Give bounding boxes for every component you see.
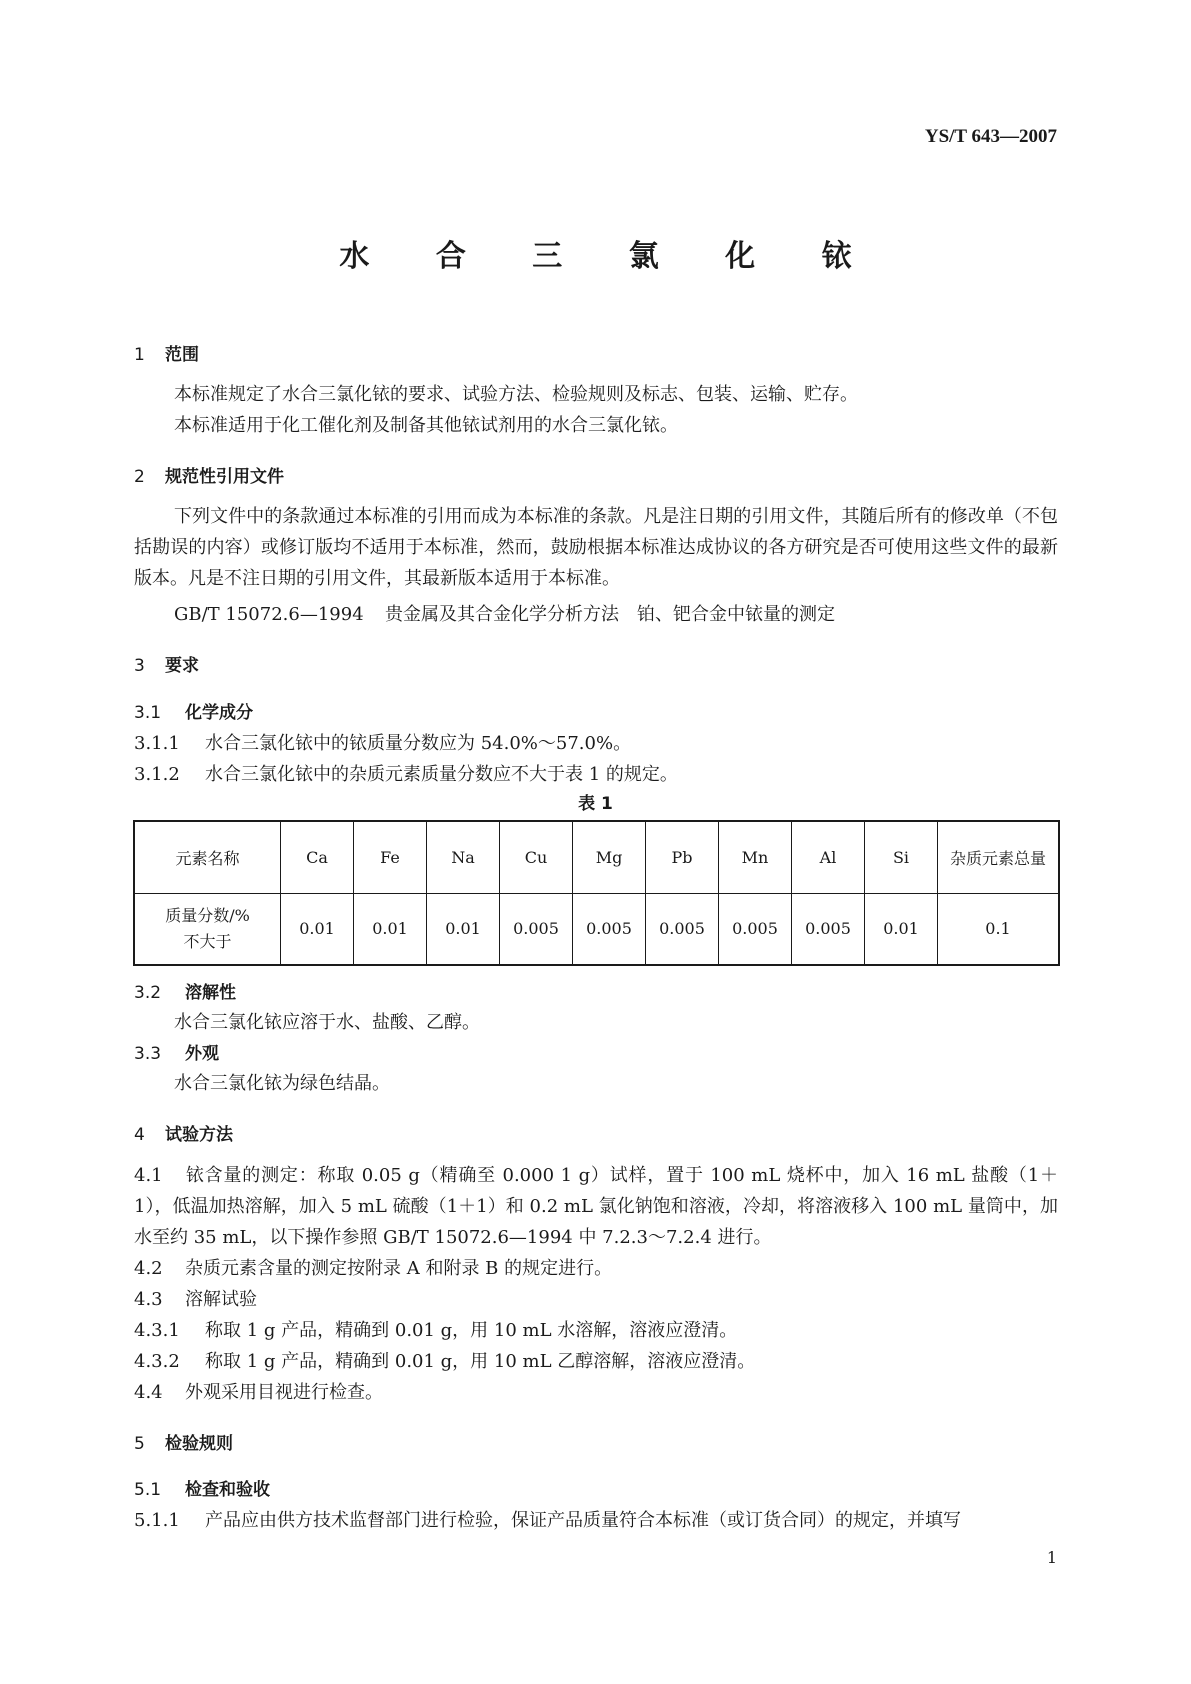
reference-title: 贵金属及其合金化学分析方法 铂、钯合金中铱量的测定 xyxy=(385,604,835,625)
element-header: Na xyxy=(427,821,500,894)
row-label-line: 不大于 xyxy=(183,932,232,951)
table-row xyxy=(134,894,1059,966)
table-cell: 0.01 xyxy=(281,894,354,966)
section-title: 外观 xyxy=(185,1044,219,1064)
element-header: Pb xyxy=(646,821,719,894)
section-5-heading xyxy=(134,1429,233,1454)
table-row-label xyxy=(134,894,281,966)
section-title: 检查和验收 xyxy=(185,1480,270,1500)
section-4-heading xyxy=(134,1120,233,1145)
clause-number: 4.1 xyxy=(134,1165,163,1186)
clause-3-1-2 xyxy=(134,760,678,786)
table-cell: 0.005 xyxy=(646,894,719,966)
element-header: Al xyxy=(792,821,865,894)
clause-4-2 xyxy=(134,1254,612,1280)
table-cell: 0.005 xyxy=(719,894,792,966)
table-cell: 0.01 xyxy=(427,894,500,966)
impurity-limits-table xyxy=(133,820,1060,966)
table-cell: 0.1 xyxy=(938,894,1060,966)
element-header: Mg xyxy=(573,821,646,894)
table-cell: 0.01 xyxy=(354,894,427,966)
section-number: 4 xyxy=(134,1125,145,1145)
clause-4-4 xyxy=(134,1378,383,1404)
section-3-2-heading xyxy=(134,978,236,1003)
clause-number: 3.1.1 xyxy=(134,733,180,754)
table-cell: 0.005 xyxy=(792,894,865,966)
normative-references-paragraph: 下列文件中的条款通过本标准的引用而成为本标准的条款。凡是注日期的引用文件，其随后所有的修改单（不包括勘误的内容）或修订版均不适用于本标准，然而，鼓励根据本标准达成协议的各方研究是否可使用这些文件的最新版本。凡是不注日期的引用文件，其最新版本适用于本标准。 xyxy=(134,506,1058,589)
table-cell: 0.005 xyxy=(500,894,573,966)
table-row xyxy=(134,821,1059,894)
clause-number: 4.3.1 xyxy=(134,1320,180,1341)
section-2-heading xyxy=(134,462,284,487)
table-row-label: 元素名称 xyxy=(134,821,281,894)
clause-4-3-2 xyxy=(134,1347,755,1373)
section-number: 5 xyxy=(134,1434,145,1454)
clause-4-3-1 xyxy=(134,1316,737,1342)
section-5-1-heading xyxy=(134,1475,270,1500)
clause-number: 5.1.1 xyxy=(134,1510,180,1531)
element-header: Cu xyxy=(500,821,573,894)
section-title: 检验规则 xyxy=(165,1434,233,1454)
reference-entry xyxy=(174,600,835,626)
clause-4-1 xyxy=(134,1160,1058,1253)
element-header: Fe xyxy=(354,821,427,894)
element-header: Ca xyxy=(281,821,354,894)
table-cell: 0.005 xyxy=(573,894,646,966)
page-number: 1 xyxy=(1046,1548,1057,1567)
section-number: 3.2 xyxy=(134,983,162,1003)
section-number: 5.1 xyxy=(134,1480,162,1500)
clause-text: 外观采用目视进行检查。 xyxy=(185,1382,383,1403)
scope-paragraph-1: 本标准规定了水合三氯化铱的要求、试验方法、检验规则及标志、包装、运输、贮存。 xyxy=(174,384,858,405)
clause-text: 铱含量的测定：称取 0.05 g（精确至 0.000 1 g）试样，置于 100 mL 烧杯中，加入 16 mL 盐酸（1＋1），低温加热溶解，加入 5 mL 硫酸（1＋1）和 0.2 mL 氯化钠饱和溶液，冷却，将溶液移入 100 mL 量筒中，加水至约 35 mL，以下操作参照 GB/T 15072.6—1994 中 7.2.3～7.2.4 进行。 xyxy=(134,1165,1058,1248)
section-number: 3.3 xyxy=(134,1044,162,1064)
clause-text: 称取 1 g 产品，精确到 0.01 g，用 10 mL 水溶解，溶液应澄清。 xyxy=(205,1320,738,1341)
standard-code: YS/T 643—2007 xyxy=(924,126,1057,147)
clause-4-3 xyxy=(134,1285,257,1311)
document-title: 水 合 三 氯 化 铱 xyxy=(339,239,880,274)
reference-code: GB/T 15072.6—1994 xyxy=(174,604,364,625)
section-title: 规范性引用文件 xyxy=(165,467,284,487)
section-title: 范围 xyxy=(165,345,199,365)
clause-3-1-1 xyxy=(134,729,631,755)
section-number: 2 xyxy=(134,467,145,487)
section-title: 试验方法 xyxy=(165,1125,233,1145)
scope-paragraph-2: 本标准适用于化工催化剂及制备其他铱试剂用的水合三氯化铱。 xyxy=(174,415,678,436)
clause-number: 4.4 xyxy=(134,1382,163,1403)
section-number: 3 xyxy=(134,656,145,676)
section-title: 化学成分 xyxy=(185,703,253,723)
clause-text: 称取 1 g 产品，精确到 0.01 g，用 10 mL 乙醇溶解，溶液应澄清。 xyxy=(205,1351,756,1372)
clause-text: 水合三氯化铱中的杂质元素质量分数应不大于表 1 的规定。 xyxy=(205,764,678,785)
section-3-3-heading xyxy=(134,1039,219,1064)
clause-text: 杂质元素含量的测定按附录 A 和附录 B 的规定进行。 xyxy=(185,1258,613,1279)
clause-5-1-1 xyxy=(134,1506,961,1532)
table-caption: 表 1 xyxy=(578,794,613,814)
section-3-heading xyxy=(134,651,199,676)
clause-text: 水合三氯化铱中的铱质量分数应为 54.0%～57.0%。 xyxy=(205,733,632,754)
clause-text: 产品应由供方技术监督部门进行检验，保证产品质量符合本标准（或订货合同）的规定，并填写 xyxy=(205,1510,961,1531)
section-title: 溶解性 xyxy=(185,983,236,1003)
clause-number: 4.2 xyxy=(134,1258,163,1279)
element-header: Mn xyxy=(719,821,792,894)
section-1-heading xyxy=(134,340,199,365)
solubility-text: 水合三氯化铱应溶于水、盐酸、乙醇。 xyxy=(174,1012,480,1033)
element-header: Si xyxy=(865,821,938,894)
clause-number: 3.1.2 xyxy=(134,764,180,785)
section-3-1-heading xyxy=(134,698,253,723)
table-cell: 0.01 xyxy=(865,894,938,966)
clause-number: 4.3.2 xyxy=(134,1351,180,1372)
element-header: 杂质元素总量 xyxy=(938,821,1060,894)
section-number: 3.1 xyxy=(134,703,162,723)
section-title: 要求 xyxy=(165,656,199,676)
row-label-line: 质量分数/% xyxy=(165,906,250,925)
appearance-text: 水合三氯化铱为绿色结晶。 xyxy=(174,1073,390,1094)
clause-number: 4.3 xyxy=(134,1289,163,1310)
section-number: 1 xyxy=(134,345,145,365)
clause-text: 溶解试验 xyxy=(185,1289,257,1310)
